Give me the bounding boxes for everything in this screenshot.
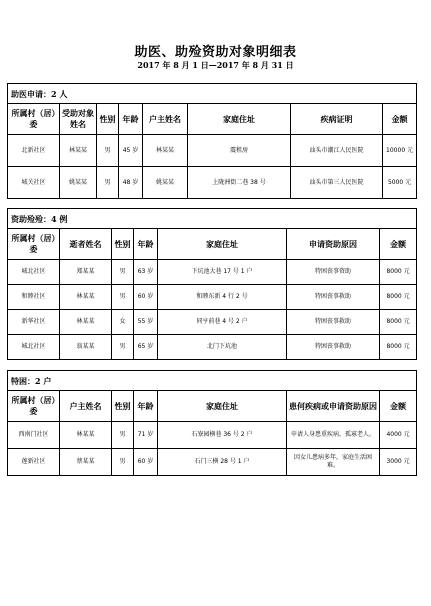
table-row xyxy=(8,260,417,285)
table-cell: 莲新社区 xyxy=(8,449,60,476)
table-cell: 汕头市第三人民医院 xyxy=(291,167,383,199)
table-cell: 3000 元 xyxy=(380,449,417,476)
column-header: 患何疾病或申请资助原因 xyxy=(287,391,380,422)
table-cell: 10000 元 xyxy=(383,135,417,167)
table-cell: 63 岁 xyxy=(134,260,158,285)
table-cell: 西南门社区 xyxy=(8,422,60,449)
table-row xyxy=(8,422,417,449)
table-cell: 男 xyxy=(97,135,119,167)
column-header: 家庭住址 xyxy=(158,229,287,260)
column-header: 性别 xyxy=(97,104,119,135)
table-cell: 特困丧事救助 xyxy=(287,310,380,335)
table-cell: 翁某某 xyxy=(60,335,112,360)
table-cell: 男 xyxy=(112,285,134,310)
funeral-aid-table xyxy=(7,208,417,360)
table-cell: 4000 元 xyxy=(380,422,417,449)
table-cell: 女 xyxy=(112,310,134,335)
table-cell: 北新社区 xyxy=(8,135,60,167)
table-cell: 石寮园横巷 36 号 2 户 xyxy=(158,422,287,449)
column-header: 户主姓名 xyxy=(143,104,188,135)
hardship-aid-table xyxy=(7,370,417,476)
column-header: 年龄 xyxy=(119,104,143,135)
table-cell: 和睦东新 4 行 2 号 xyxy=(158,285,287,310)
column-header: 受助对象姓名 xyxy=(60,104,97,135)
column-header: 金额 xyxy=(380,229,417,260)
table-cell: 45 岁 xyxy=(119,135,143,167)
column-header: 所属村（居）委 xyxy=(8,391,60,422)
table-row xyxy=(8,135,417,167)
column-header: 所属村（居）委 xyxy=(8,104,60,135)
table-cell: 石门三横 28 号 1 户 xyxy=(158,449,287,476)
medical-aid-table xyxy=(7,83,417,199)
column-header: 年龄 xyxy=(134,229,158,260)
table-cell: 男 xyxy=(112,422,134,449)
column-header: 逝者姓名 xyxy=(60,229,112,260)
table-cell: 男 xyxy=(112,260,134,285)
table-cell: 65 岁 xyxy=(134,335,158,360)
table-cell: 林某某 xyxy=(60,135,97,167)
document-date-range: 2017 年 8 月 1 日—2017 年 8 月 31 日 xyxy=(137,60,294,70)
table-cell: 48 岁 xyxy=(119,167,143,199)
table-cell: 同亨前巷 4 号 2 户 xyxy=(158,310,287,335)
column-header: 疾病证明 xyxy=(291,104,383,135)
table-cell: 郑某某 xyxy=(60,260,112,285)
table-cell: 城关社区 xyxy=(8,167,60,199)
table-cell: 特困丧事救助 xyxy=(287,285,380,310)
table-row xyxy=(8,449,417,476)
table-cell: 北门下坑池 xyxy=(158,335,287,360)
section-heading: 助医申请：2 人 xyxy=(8,84,417,104)
table-cell: 5000 元 xyxy=(383,167,417,199)
table-cell: 8000 元 xyxy=(380,260,417,285)
table-cell: 姚某某 xyxy=(143,167,188,199)
table-row xyxy=(8,335,417,360)
table-cell: 60 岁 xyxy=(134,449,158,476)
table-cell: 8000 元 xyxy=(380,335,417,360)
table-cell: 新华社区 xyxy=(8,310,60,335)
table-cell: 下坑池大巷 17 号 1 户 xyxy=(158,260,287,285)
section-heading: 资助殓殓：4 例 xyxy=(8,209,417,229)
column-header: 性别 xyxy=(112,391,134,422)
table-cell: 城北社区 xyxy=(8,335,60,360)
table-cell: 蔡某某 xyxy=(60,449,112,476)
table-row xyxy=(8,310,417,335)
table-cell: 71 岁 xyxy=(134,422,158,449)
table-cell: 男 xyxy=(97,167,119,199)
table-cell: 8000 元 xyxy=(380,285,417,310)
column-header: 年龄 xyxy=(134,391,158,422)
column-header: 户主姓名 xyxy=(60,391,112,422)
table-cell: 姚某某 xyxy=(60,167,97,199)
table-cell: 特困丧事资助 xyxy=(287,260,380,285)
column-header: 所属村（居）委 xyxy=(8,229,60,260)
table-row xyxy=(8,167,417,199)
table-cell: 男 xyxy=(112,335,134,360)
table-cell: 上陇洲街二巷 38 号 xyxy=(188,167,291,199)
table-cell: 因女儿患病多年，家庭生活困难。 xyxy=(287,449,380,476)
column-header: 申请资助原因 xyxy=(287,229,380,260)
table-cell: 林某某 xyxy=(60,422,112,449)
section-heading: 特困：2 户 xyxy=(8,371,417,391)
column-header: 金额 xyxy=(380,391,417,422)
table-cell: 林某某 xyxy=(143,135,188,167)
table-cell: 60 岁 xyxy=(134,285,158,310)
table-cell: 55 岁 xyxy=(134,310,158,335)
table-row xyxy=(8,285,417,310)
table-cell: 林某某 xyxy=(60,285,112,310)
table-cell: 特困丧事救助 xyxy=(287,335,380,360)
table-cell: 汕头市潮江人民医院 xyxy=(291,135,383,167)
table-cell: 和睦社区 xyxy=(8,285,60,310)
column-header: 金额 xyxy=(383,104,417,135)
table-cell: 震租房 xyxy=(188,135,291,167)
document-title: 助医、助殓资助对象明细表 xyxy=(134,45,297,60)
table-cell: 林某某 xyxy=(60,310,112,335)
column-header: 性别 xyxy=(112,229,134,260)
table-cell: 男 xyxy=(112,449,134,476)
table-cell: 城北社区 xyxy=(8,260,60,285)
table-cell: 8000 元 xyxy=(380,310,417,335)
column-header: 家庭住址 xyxy=(188,104,291,135)
column-header: 家庭住址 xyxy=(158,391,287,422)
table-cell: 申请人身患重疾病，孤寡老人。 xyxy=(287,422,380,449)
